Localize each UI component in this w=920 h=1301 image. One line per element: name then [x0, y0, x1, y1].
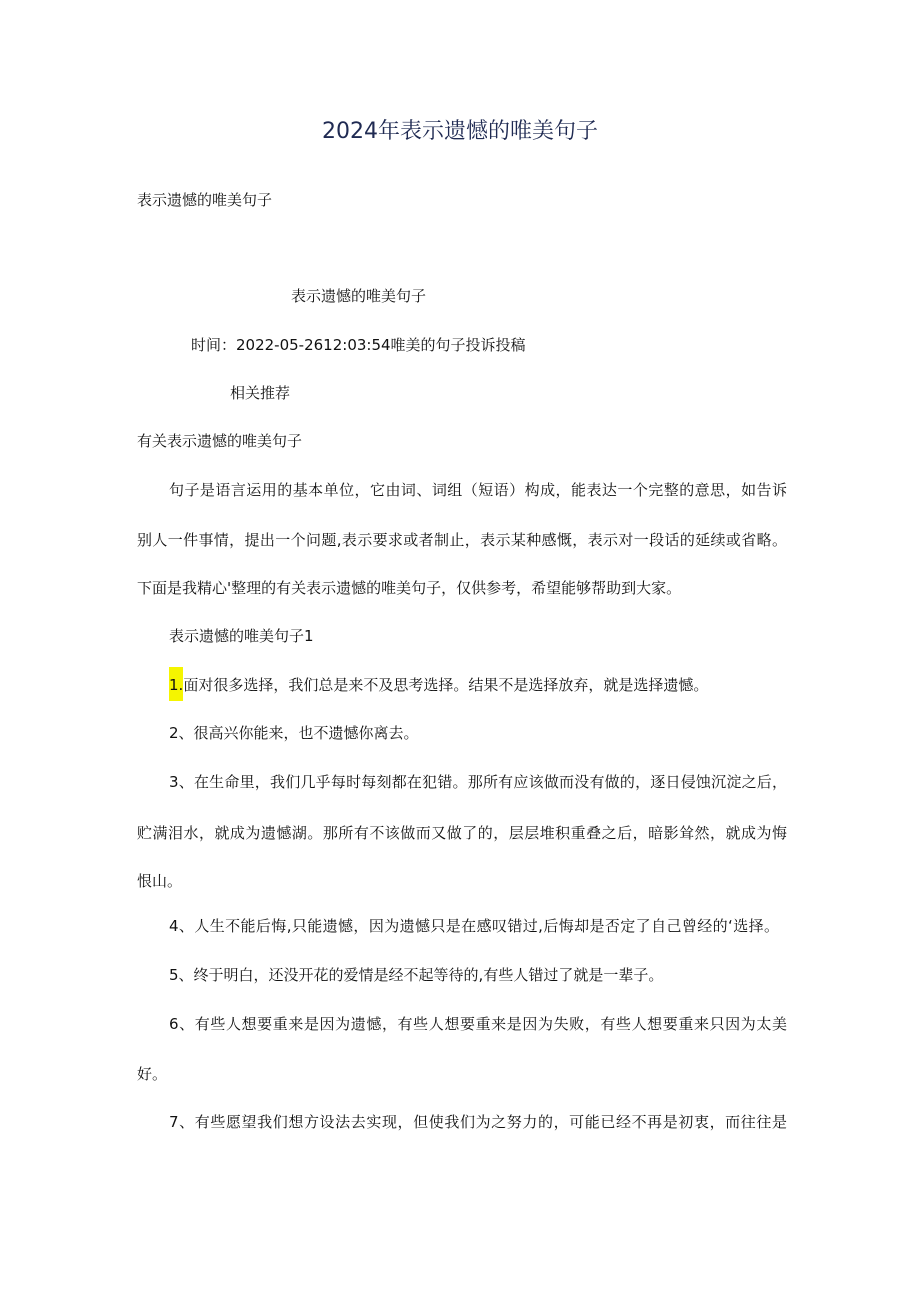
list-item-6-line-1: 6、有些人想要重来是因为遗憾，有些人想要重来是因为失败，有些人想要重来只因为太美 [169, 1015, 787, 1033]
document-subtitle: 表示遗憾的唯美句子 [137, 191, 273, 209]
article-title: 表示遗憾的唯美句子 [291, 287, 427, 305]
list-heading: 表示遗憾的唯美句子1 [169, 627, 314, 645]
list-item-1 [169, 675, 708, 701]
list-item-7-line-1: 7、有些愿望我们想方设法去实现，但使我们为之努力的，可能已经不再是初衷，而往往是 [169, 1113, 787, 1131]
list-item-6-line-2: 好。 [137, 1065, 168, 1083]
intro-line-3: 下面是我精心'整理的有关表示遗憾的唯美句子，仅供参考，希望能够帮助到大家。 [137, 579, 682, 597]
section-heading: 有关表示遗憾的唯美句子 [137, 432, 303, 450]
document-title: 2024年表示遗憾的唯美句子 [322, 119, 598, 144]
list-item-1-text: 面对很多选择，我们总是来不及思考选择。结果不是选择放弃，就是选择遗憾。 [183, 676, 709, 694]
related-link[interactable]: 相关推荐 [230, 384, 291, 402]
article-meta: 时间：2022-05-2612:03:54唯美的句子投诉投稿 [191, 336, 526, 354]
intro-line-2: 别人一件事情，提出一个问题,表示要求或者制止，表示某种感慨，表示对一段话的延续或省略。 [137, 531, 787, 549]
highlight-mark: 1. [169, 667, 183, 701]
list-item-3-line-3: 恨山。 [137, 872, 183, 890]
list-item-2: 2、很高兴你能来，也不遗憾你离去。 [169, 724, 419, 742]
list-item-4: 4、人生不能后悔,只能遗憾，因为遗憾只是在感叹错过,后悔却是否定了自己曾经的‘选择。 [169, 917, 779, 935]
list-item-3-line-1: 3、在生命里，我们几乎每时每刻都在犯错。那所有应该做而没有做的，逐日侵蚀沉淀之后， [169, 773, 787, 791]
list-item-5: 5、终于明白，还没开花的爱情是经不起等待的,有些人错过了就是一辈子。 [169, 966, 664, 984]
intro-line-1: 句子是语言运用的基本单位，它由词、词组（短语）构成，能表达一个完整的意思，如告诉 [169, 481, 787, 499]
list-item-3-line-2: 贮满泪水，就成为遗憾湖。那所有不该做而又做了的，层层堆积重叠之后，暗影耸然，就成为悔 [137, 824, 787, 842]
